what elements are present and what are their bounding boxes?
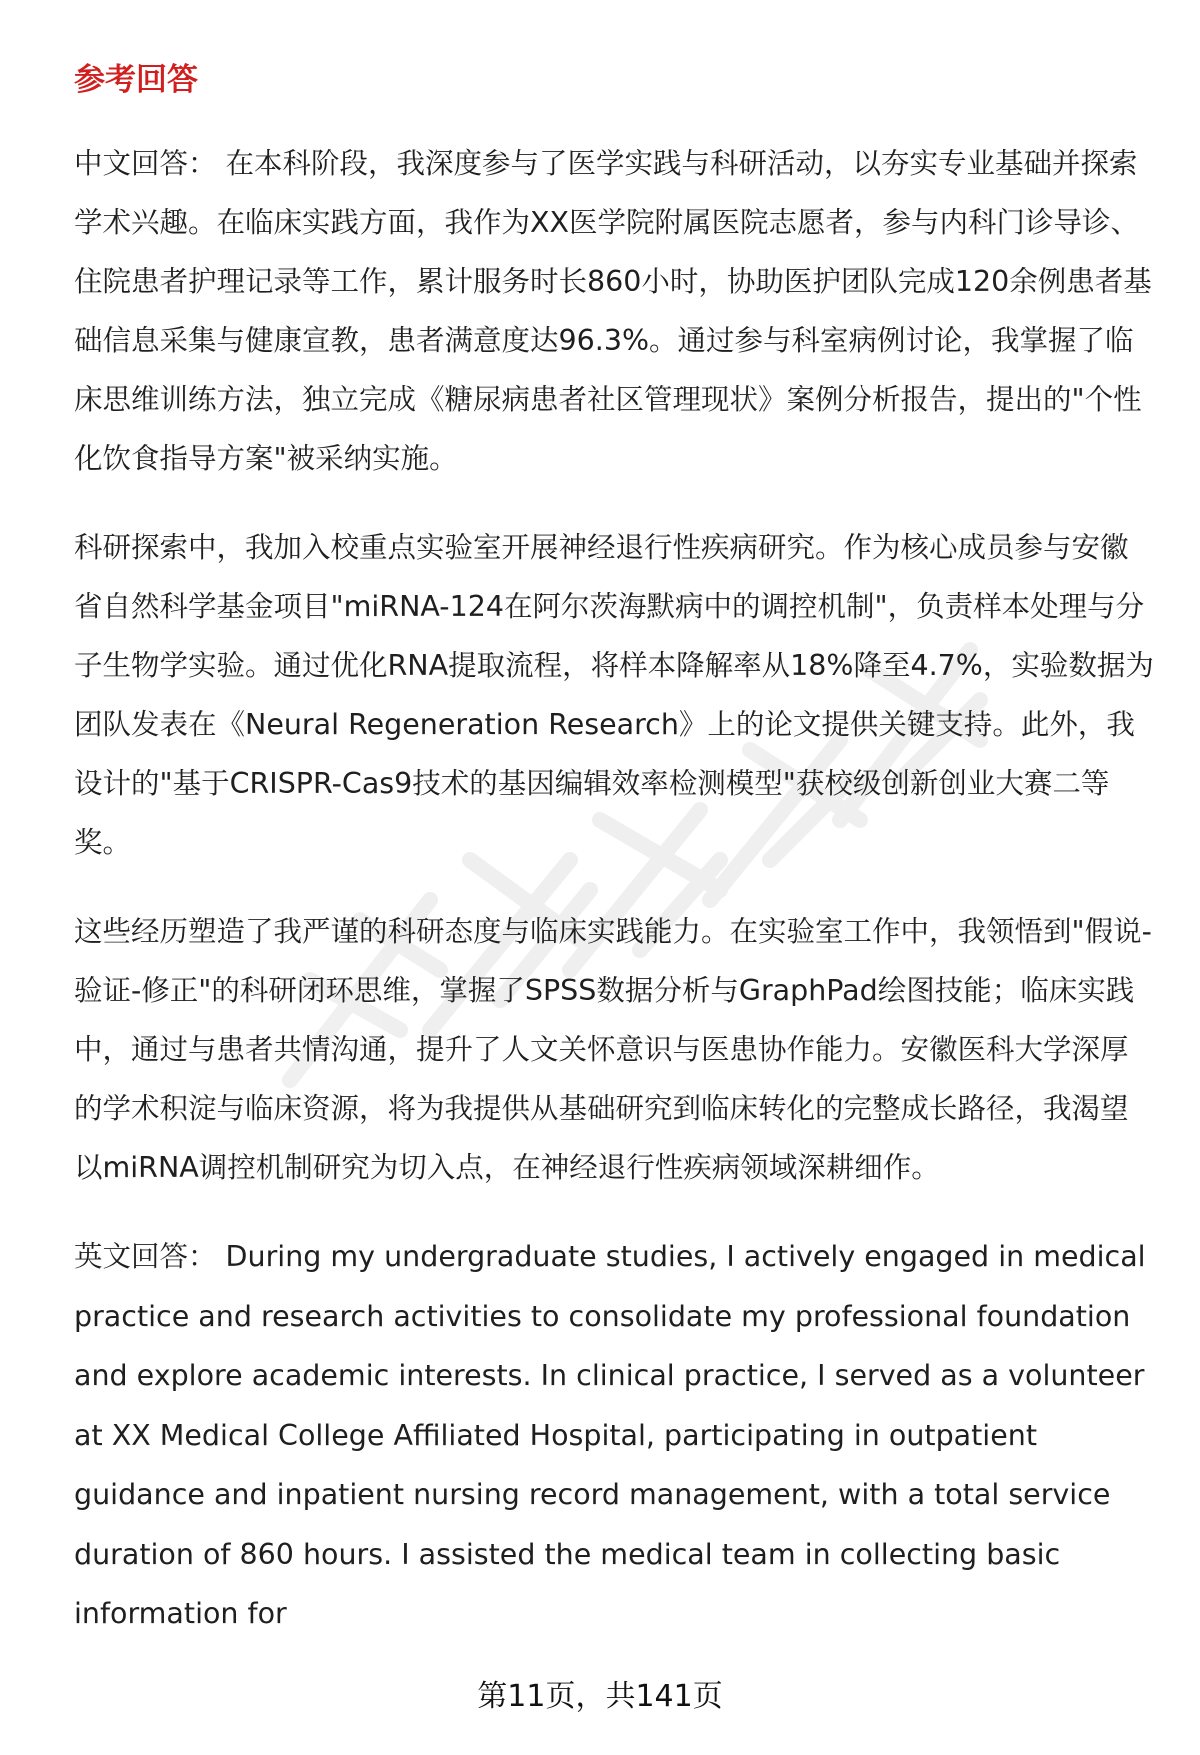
answer-body xyxy=(74,134,1156,1674)
section-title: 参考回答 xyxy=(74,62,198,98)
page-number: 第11页，共141页 xyxy=(477,1679,723,1714)
paragraph-chinese-answer-intro: 中文回答： 在本科阶段，我深度参与了医学实践与科研活动，以夯实专业基础并探索学术兴趣。在临床实践方面，我作为XX医学院附属医院志愿者，参与内科门诊导诊、住院患者护理记录等工作，累计服务时长860小时，协助医护团队完成120余例患者基础信息采集与健康宣教，患者满意度达96.3%。通过参与科室病例讨论，我掌握了临床思维训练方法，独立完成《糖尿病患者社区管理现状》案例分析报告，提出的"个性化饮食指导方案"被采纳实施。 xyxy=(74,147,1152,475)
paragraph-reflection: 这些经历塑造了我严谨的科研态度与临床实践能力。在实验室工作中，我领悟到"假说-验证-修正"的科研闭环思维，掌握了SPSS数据分析与GraphPad绘图技能；临床实践中，通过与患者共情沟通，提升了人文关怀意识与医患协作能力。安徽医科大学深厚的学术积淀与临床资源，将为我提供从基础研究到临床转化的完整成长路径，我渴望以miRNA调控机制研究为切入点，在神经退行性疾病领域深耕细作。 xyxy=(74,915,1152,1184)
paragraph-research-exploration: 科研探索中，我加入校重点实验室开展神经退行性疾病研究。作为核心成员参与安徽省自然科学基金项目"miRNA-124在阿尔茨海默病中的调控机制"，负责样本处理与分子生物学实验。通过优化RNA提取流程，将样本降解率从18%降至4.7%，实验数据为团队发表在《Neural Regeneration Research》上的论文提供关键支持。此外，我设计的"基于CRISPR-Cas9技术的基因编辑效率检测模型"获校级创新创业大赛二等奖。 xyxy=(74,531,1154,859)
paragraph-english-answer: 英文回答： During my undergraduate studies, I actively engaged in medical practice and research activities to consolidate my professional foundation and explore academic interests. In clinical practice, I served as a volunteer at XX Medical College Affiliated Hospital, participating in outpatient guidance and inpatient nursing record management, with a total service duration of 860 hours. I assisted the medical team in collecting basic information for xyxy=(74,1240,1146,1630)
